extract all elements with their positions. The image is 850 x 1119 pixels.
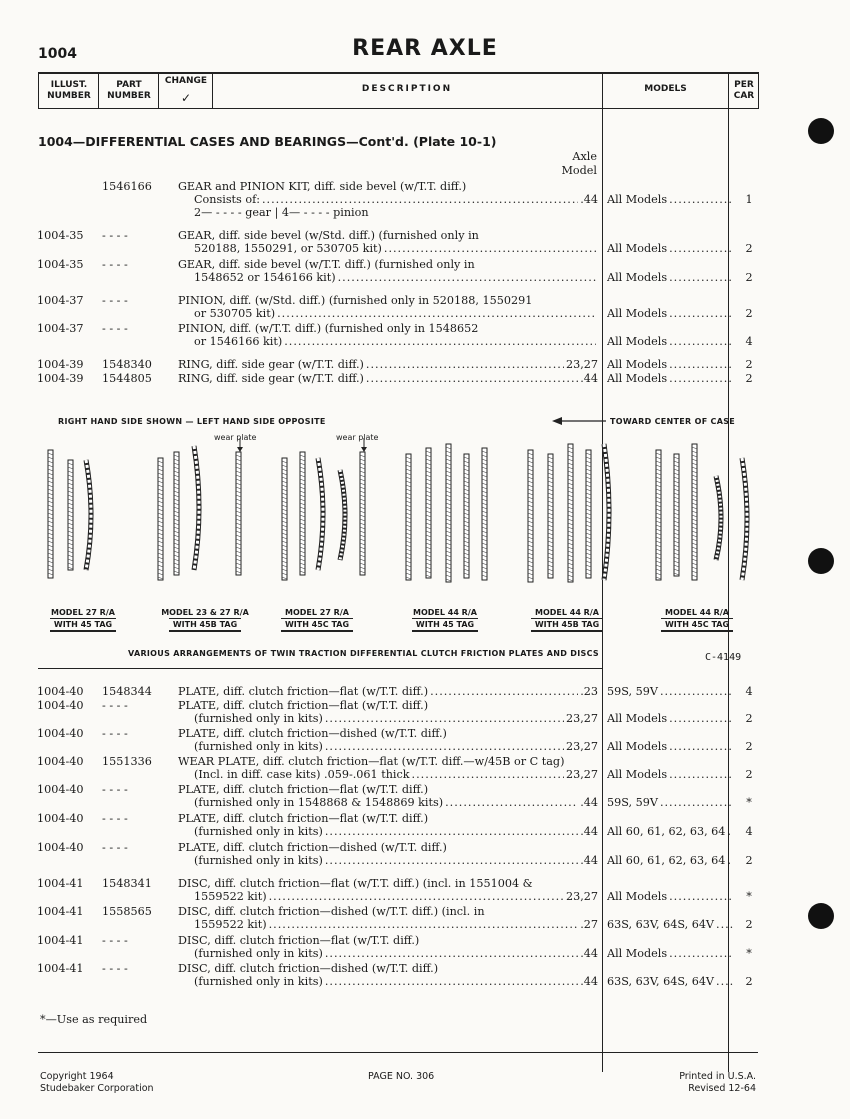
axle-model: 23,27: [565, 358, 598, 371]
arrow-left-icon: [552, 415, 608, 427]
description-line: DISC, diff. clutch friction—dished (w/T.T. diff.): [178, 962, 439, 975]
model-label: [390, 607, 500, 632]
part-number: 1558565: [102, 905, 152, 918]
part-number: - - - -: [102, 783, 128, 796]
illust-number: 1004-41: [37, 877, 84, 890]
model-label-line1: MODEL 44 R/A: [535, 608, 599, 617]
binder-hole: [808, 118, 834, 144]
axle-model: .44: [580, 796, 598, 809]
col-divider: [158, 72, 159, 109]
model-label-line1: MODEL 23 & 27 R/A: [161, 608, 249, 617]
description: [178, 727, 598, 753]
wear-plate-label: wear plate: [214, 433, 257, 442]
per-car-qty: 2: [745, 712, 753, 725]
description-line: 2— - - - - gear | 4— - - - - pinion: [194, 206, 369, 219]
part-number: - - - -: [102, 294, 128, 307]
binder-hole: [808, 548, 834, 574]
description: [178, 180, 598, 219]
description-line: WEAR PLATE, diff. clutch friction—flat (w/T.T. diff.—w/45B or C tag): [178, 755, 565, 768]
models-value: All Models: [607, 271, 668, 284]
model-label-line2: WITH 45B TAG: [531, 618, 603, 632]
flat-plate: [464, 454, 469, 578]
footer-printed: Printed in U.S.A. Revised 12-64: [679, 1071, 756, 1094]
models-value: All Models: [607, 307, 668, 320]
description-line: PLATE, diff. clutch friction—flat (w/T.T. diff.): [178, 699, 429, 712]
description-line: GEAR and PINION KIT, diff. side bevel (w/T.T. diff.): [178, 180, 467, 193]
per-car-qty: *: [746, 947, 752, 960]
axle-model: 23,27: [565, 740, 598, 753]
part-number: 1548341: [102, 877, 152, 890]
illust-number: 1004-35: [37, 229, 84, 242]
footer-copyright: Copyright 1964 Studebaker Corporation: [40, 1071, 154, 1094]
per-car-qty: 4: [745, 335, 753, 348]
models: [607, 358, 735, 371]
part-number: - - - -: [102, 699, 128, 712]
model-label-line2: WITH 45B TAG: [169, 618, 241, 632]
models-value: All Models: [607, 890, 668, 903]
per-car-qty: 2: [745, 372, 753, 385]
arrow-down-icon: [237, 447, 243, 452]
description-line: (furnished only in kits): [194, 740, 323, 753]
description-line: PLATE, diff. clutch friction—flat (w/T.T. diff.): [178, 685, 429, 698]
part-number: 1546166: [102, 180, 152, 193]
models-value: All Models: [607, 712, 668, 725]
models: [607, 307, 735, 320]
models: [607, 372, 735, 385]
part-number: - - - -: [102, 841, 128, 854]
description-line: (furnished only in kits): [194, 825, 323, 838]
description: [178, 841, 598, 867]
col-part: PART NUMBER: [107, 80, 151, 101]
description-line: PLATE, diff. clutch friction—dished (w/T.T. diff.): [178, 841, 447, 854]
description: [178, 258, 598, 284]
col-models: MODELS: [644, 84, 687, 94]
figure-right-caption: TOWARD CENTER OF CASE: [610, 417, 736, 426]
models: [607, 740, 735, 753]
col-percar: PER CAR: [733, 80, 755, 101]
description-line: PINION, diff. (w/Std. diff.) (furnished only in 520188, 1550291: [178, 294, 533, 307]
arrow-down-icon: [361, 447, 367, 452]
axle-model: .44: [580, 854, 598, 867]
models: [607, 685, 735, 698]
models-value: All Models: [607, 242, 668, 255]
page-title: REAR AXLE: [352, 36, 498, 61]
model-label: [150, 607, 260, 632]
per-car-qty: 1: [745, 193, 753, 206]
description-line: PLATE, diff. clutch friction—dished (w/T.T. diff.): [178, 727, 447, 740]
checkmark-icon: ✓: [180, 91, 192, 105]
part-number: 1551336: [102, 755, 152, 768]
figure-left-caption: RIGHT HAND SIDE SHOWN — LEFT HAND SIDE OPPOSITE: [58, 417, 326, 426]
description-line: 520188, 1550291, or 530705 kit): [194, 242, 382, 255]
per-car-qty: 4: [745, 825, 753, 838]
header-top-rule: [38, 72, 758, 74]
footer-page-no: PAGE NO. 306: [368, 1071, 435, 1082]
axle-model: .27: [580, 918, 598, 931]
models-value: All 60, 61, 62, 63, 64: [607, 825, 726, 838]
per-car-qty: 2: [745, 740, 753, 753]
models: [607, 271, 735, 284]
models-value: All Models: [607, 358, 668, 371]
model-label: [28, 607, 138, 632]
description: [178, 372, 598, 385]
models: [607, 825, 735, 838]
illust-number: 1004-39: [37, 358, 84, 371]
models: [607, 975, 735, 988]
description: [178, 934, 598, 960]
part-number: 1548340: [102, 358, 152, 371]
description-line: PLATE, diff. clutch friction—flat (w/T.T. diff.): [178, 783, 429, 796]
col-divider: [98, 72, 99, 109]
description-line: PLATE, diff. clutch friction—flat (w/T.T. diff.): [178, 812, 429, 825]
model-label-line1: MODEL 27 R/A: [51, 608, 115, 617]
axle-model: .44: [580, 825, 598, 838]
model-label: [262, 607, 372, 632]
description-line: GEAR, diff. side bevel (w/T.T. diff.) (furnished only in: [178, 258, 475, 271]
models-value: 63S, 63V, 64S, 64V: [607, 918, 715, 931]
axle-model: .23: [580, 685, 598, 698]
header-bottom-rule: [38, 108, 758, 109]
part-number: - - - -: [102, 934, 128, 947]
per-car-qty: *: [746, 890, 752, 903]
part-number: - - - -: [102, 322, 128, 335]
per-car-qty: 2: [745, 918, 753, 931]
col-illust: ILLUST. NUMBER: [47, 80, 91, 101]
models-value: All Models: [607, 947, 668, 960]
illust-number: 1004-40: [37, 783, 84, 796]
col-divider: [38, 72, 39, 109]
illust-number: 1004-40: [37, 755, 84, 768]
illust-number: 1004-37: [37, 322, 84, 335]
axle-model: .44: [580, 193, 598, 206]
description: [178, 905, 598, 931]
part-number: - - - -: [102, 727, 128, 740]
figure-bottom-rule: [38, 668, 602, 669]
part-number: 1544805: [102, 372, 152, 385]
models: [607, 854, 735, 867]
models: [607, 242, 735, 255]
description-line: RING, diff. side gear (w/T.T. diff.): [178, 358, 364, 371]
wear-plate-label: wear plate: [336, 433, 379, 442]
flat-plate: [548, 454, 553, 578]
per-car-qty: 4: [745, 685, 753, 698]
description: [178, 755, 598, 781]
axle-model: .44: [580, 372, 598, 385]
col-change: CHANGE ✓: [160, 76, 212, 104]
models: [607, 712, 735, 725]
models: [607, 796, 735, 809]
models-value: 59S, 59V: [607, 685, 658, 698]
axle-model: .44: [580, 947, 598, 960]
description: [178, 877, 598, 903]
per-car-qty: 2: [745, 768, 753, 781]
per-car-qty: 2: [745, 975, 753, 988]
description-line: or 530705 kit): [194, 307, 276, 320]
description-line: 1548652 or 1546166 kit): [194, 271, 336, 284]
description-line: (furnished only in kits): [194, 947, 323, 960]
description-line: (furnished only in kits): [194, 975, 323, 988]
models-value: 63S, 63V, 64S, 64V: [607, 975, 715, 988]
illust-number: 1004-41: [37, 905, 84, 918]
figure-code: C-4149: [705, 652, 742, 663]
description: [178, 322, 598, 348]
description-line: (Incl. in diff. case kits) .059-.061 thick: [194, 768, 410, 781]
models-value: All Models: [607, 740, 668, 753]
description-line: GEAR, diff. side bevel (w/Std. diff.) (furnished only in: [178, 229, 479, 242]
part-number: - - - -: [102, 229, 128, 242]
page-number: 1004: [38, 46, 77, 62]
axle-model: 23,27: [565, 768, 598, 781]
per-car-qty: 2: [745, 242, 753, 255]
per-car-qty: 2: [745, 358, 753, 371]
models-value: 59S, 59V: [607, 796, 658, 809]
description-line: 1559522 kit): [194, 890, 267, 903]
illust-number: 1004-41: [37, 934, 84, 947]
models: [607, 947, 735, 960]
model-label: [642, 607, 752, 632]
models-value: All Models: [607, 193, 668, 206]
illust-number: 1004-40: [37, 727, 84, 740]
models: [607, 890, 735, 903]
footnote: *—Use as required: [40, 1013, 148, 1026]
illust-number: 1004-41: [37, 962, 84, 975]
per-car-qty: *: [746, 796, 752, 809]
illust-number: 1004-37: [37, 294, 84, 307]
description-line: DISC, diff. clutch friction—flat (w/T.T. diff.) (incl. in 1551004 &: [178, 877, 533, 890]
model-label-line1: MODEL 44 R/A: [413, 608, 477, 617]
description-line: Consists of:: [194, 193, 260, 206]
part-number: - - - -: [102, 258, 128, 271]
col-description: DESCRIPTION: [361, 84, 453, 94]
description: [178, 812, 598, 838]
description-line: or 1546166 kit): [194, 335, 283, 348]
description-line: PINION, diff. (w/T.T. diff.) (furnished only in 1548652: [178, 322, 479, 335]
model-label-line1: MODEL 27 R/A: [285, 608, 349, 617]
models: [607, 768, 735, 781]
illust-number: 1004-40: [37, 841, 84, 854]
footer-rule: [38, 1052, 758, 1053]
illust-number: 1004-40: [37, 812, 84, 825]
axle-model: .44: [580, 975, 598, 988]
model-label-line2: WITH 45C TAG: [281, 618, 353, 632]
axle-model: 23,27: [565, 712, 598, 725]
description-line: DISC, diff. clutch friction—dished (w/T.T. diff.) (incl. in: [178, 905, 485, 918]
models-value: All Models: [607, 335, 668, 348]
per-car-qty: 2: [745, 307, 753, 320]
models-value: All Models: [607, 372, 668, 385]
description: [178, 358, 598, 371]
model-label-line2: WITH 45 TAG: [50, 618, 116, 632]
description-line: (furnished only in kits): [194, 712, 323, 725]
description-line: RING, diff. side gear (w/T.T. diff.): [178, 372, 364, 385]
description-line: 1559522 kit): [194, 918, 267, 931]
part-number: - - - -: [102, 962, 128, 975]
part-number: 1548344: [102, 685, 152, 698]
description: [178, 699, 598, 725]
models: [607, 335, 735, 348]
per-car-qty: 2: [745, 854, 753, 867]
axle-model-head: Axle Model: [561, 150, 597, 177]
illust-number: 1004-35: [37, 258, 84, 271]
models-value: All 60, 61, 62, 63, 64: [607, 854, 726, 867]
description-line: DISC, diff. clutch friction—flat (w/T.T. diff.): [178, 934, 420, 947]
description: [178, 294, 598, 320]
models: [607, 193, 735, 206]
description: [178, 962, 598, 988]
model-label-line2: WITH 45 TAG: [412, 618, 478, 632]
description-line: (furnished only in 1548868 & 1548869 kits): [194, 796, 444, 809]
illust-number: 1004-39: [37, 372, 84, 385]
model-label-line1: MODEL 44 R/A: [665, 608, 729, 617]
description-line: (furnished only in kits): [194, 854, 323, 867]
axle-model: 23,27: [565, 890, 598, 903]
illust-number: 1004-40: [37, 685, 84, 698]
model-label-line2: WITH 45C TAG: [661, 618, 733, 632]
part-number: - - - -: [102, 812, 128, 825]
models: [607, 918, 735, 931]
models-value: All Models: [607, 768, 668, 781]
description: [178, 229, 598, 255]
per-car-qty: 2: [745, 271, 753, 284]
binder-hole: [808, 903, 834, 929]
illust-number: 1004-40: [37, 699, 84, 712]
figure-bottom-caption: VARIOUS ARRANGEMENTS OF TWIN TRACTION DIFFERENTIAL CLUTCH FRICTION PLATES AND DISCS: [128, 649, 599, 658]
description: [178, 685, 598, 698]
model-label: [512, 607, 622, 632]
section-title: 1004—DIFFERENTIAL CASES AND BEARINGS—Cont'd. (Plate 10-1): [38, 134, 497, 149]
description: [178, 783, 598, 809]
